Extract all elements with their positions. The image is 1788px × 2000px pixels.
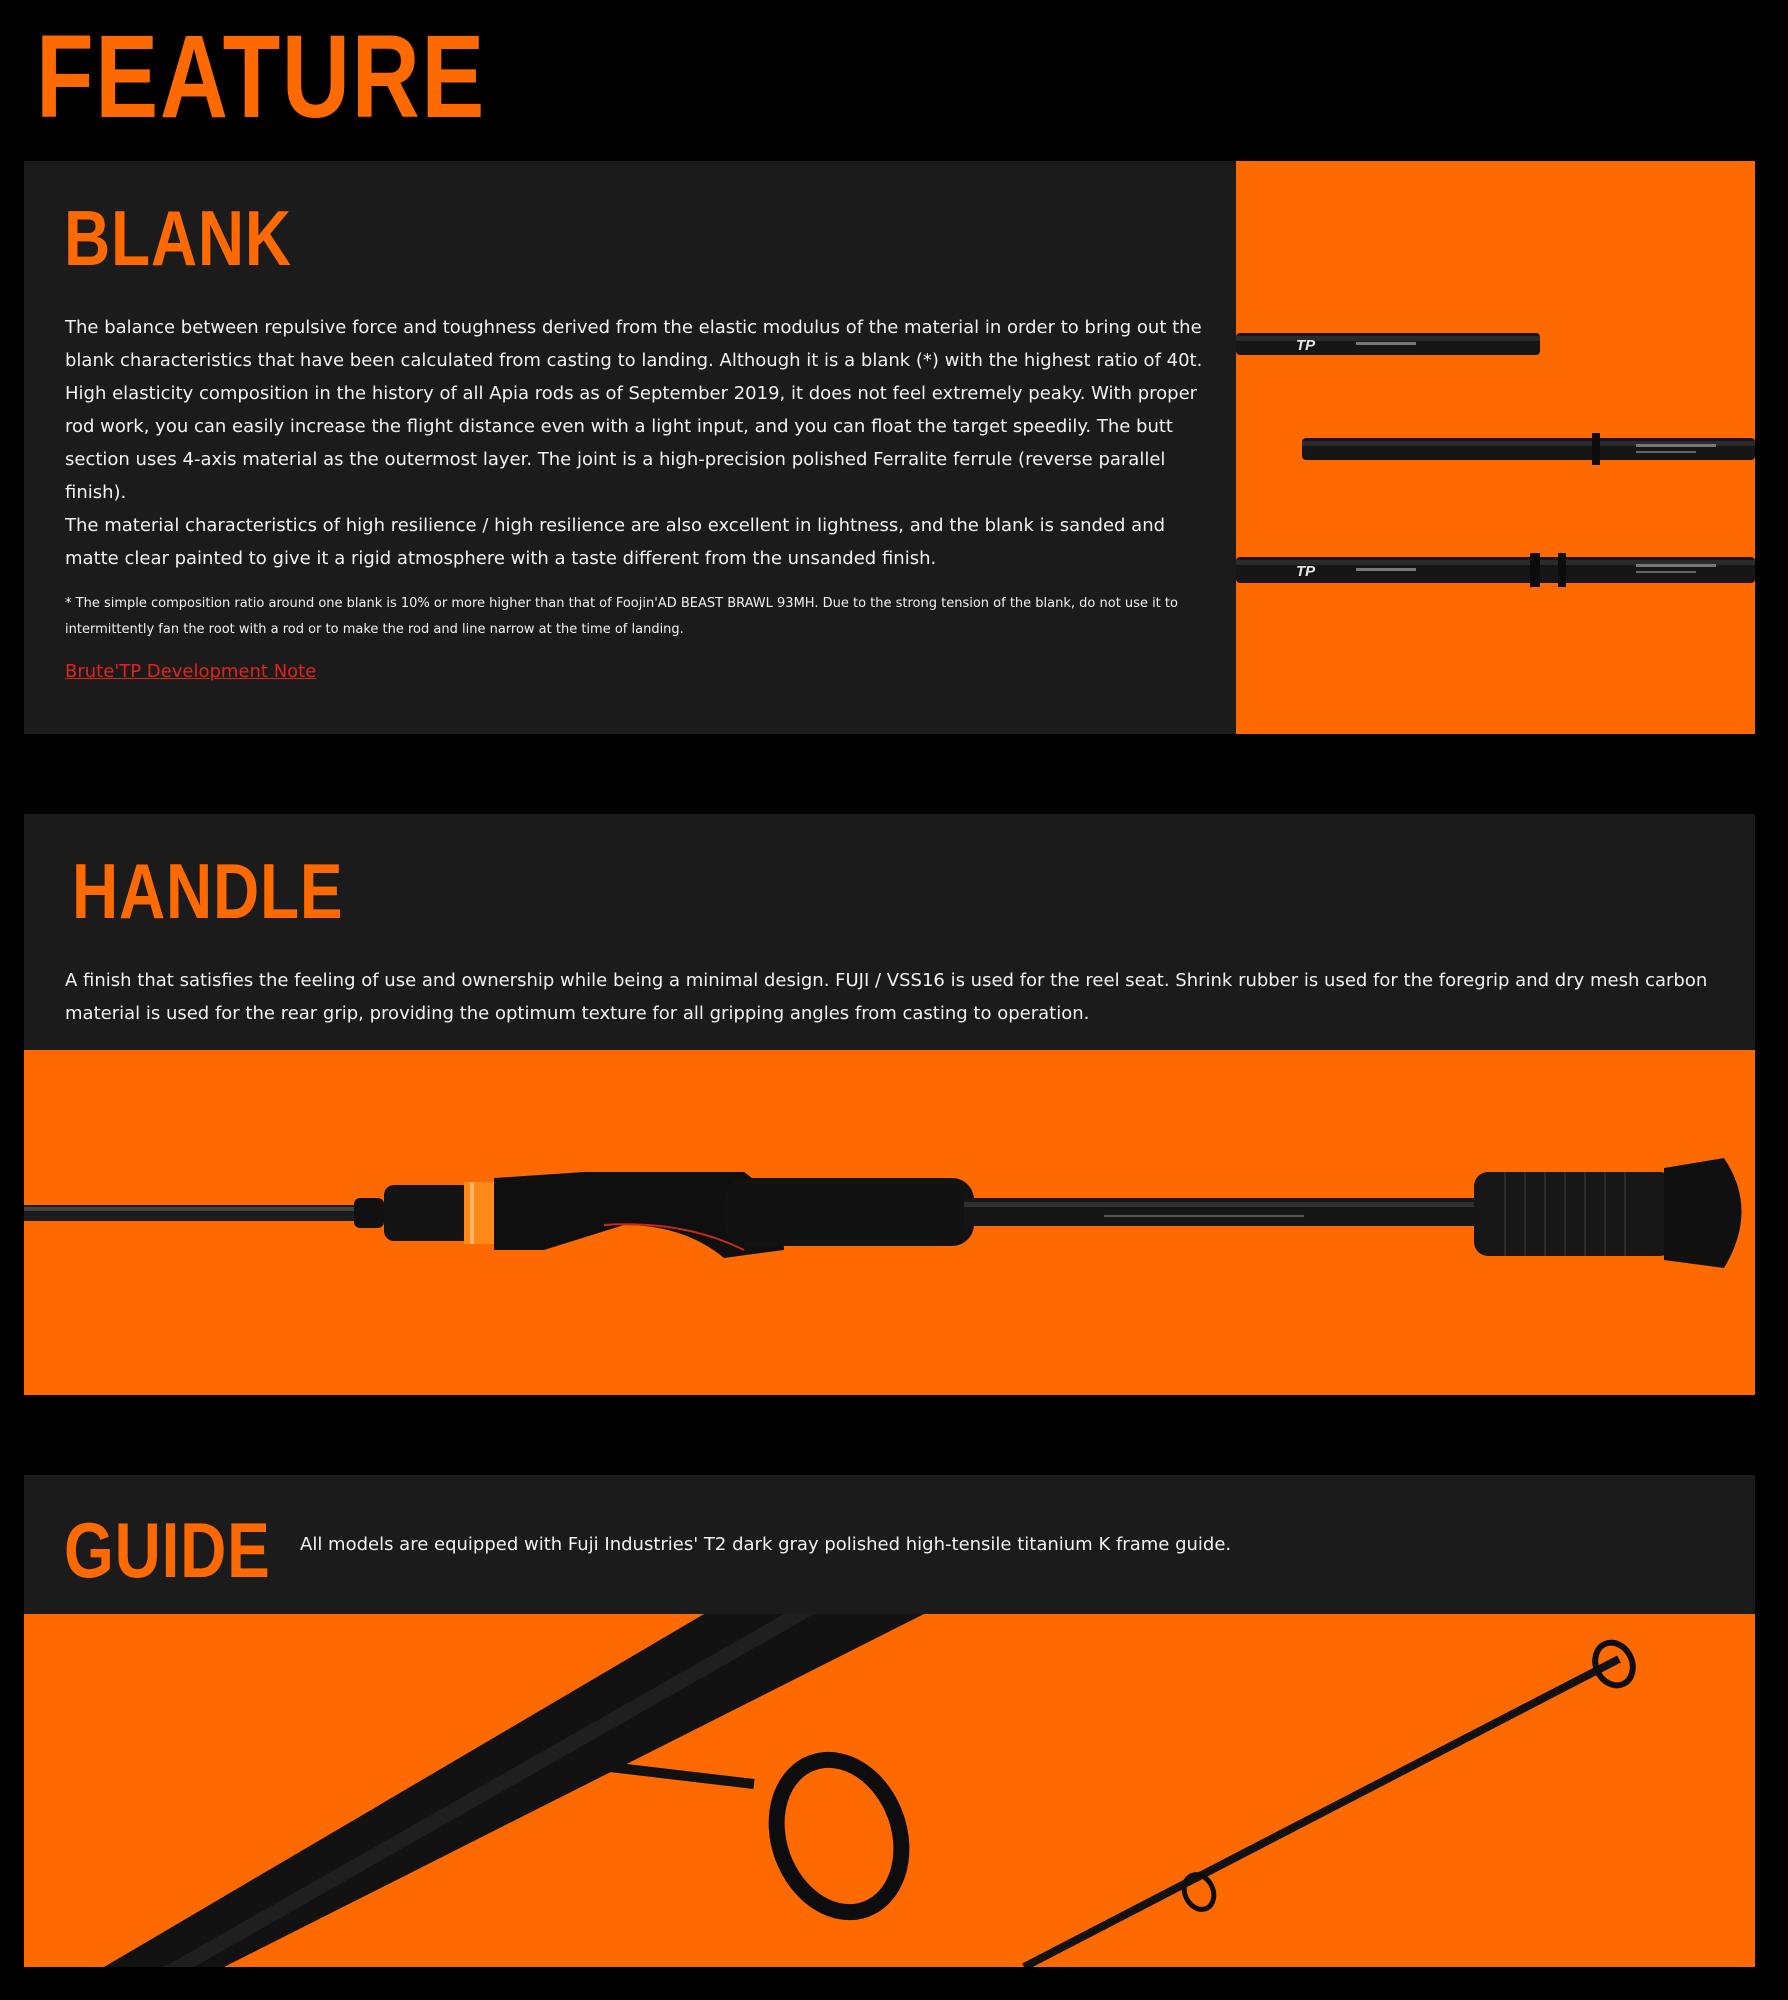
blank-title: BLANK xyxy=(64,194,292,282)
rod-handle-photo xyxy=(24,1050,1755,1395)
guide-text-panel xyxy=(24,1475,1755,1614)
rod-sections-photo xyxy=(1236,161,1755,734)
tp-logo-2: TP xyxy=(1296,563,1316,580)
handle-paragraph: A finish that satisfies the feeling of use and ownership while being a minimal design. FUJI / VSS16 is used for the reel seat. Shrink rubber is used for the foregrip and dry mesh carbon material is used for the rear grip, providing the optimum texture for all gripping angles from casting to operation. xyxy=(65,970,1708,1024)
handle-title: HANDLE xyxy=(72,847,344,935)
development-note-link[interactable]: Brute'TP Development Note xyxy=(65,661,317,682)
rod-guides-photo xyxy=(24,1614,1755,1967)
blank-body xyxy=(65,311,1205,682)
blank-paragraph-1: The balance between repulsive force and toughness derived from the elastic modulus of the material in order to bring out the blank characteristics that have been calculated from casting to landing. Although it is a blank (*) with the highest ratio of 40t. High elasticity composition in the history of all Apia rods as of September 2019, it does not feel extremely peaky. With proper rod work, you can easily increase the flight distance even with a light input, and you can float the target speedily. The butt section uses 4-axis material as the outermost layer. The joint is a high-precision polished Ferralite ferrule (reverse parallel finish). xyxy=(65,317,1203,503)
blank-paragraph-2: The material characteristics of high resilience / high resilience are also excellent in lightness, and the blank is sanded and matte clear painted to give it a rigid atmosphere with a taste different from the unsanded finish. xyxy=(65,515,1166,569)
guide-image xyxy=(24,1614,1755,1967)
handle-text-panel xyxy=(24,814,1755,1050)
guide-paragraph: All models are equipped with Fuji Industries' T2 dark gray polished high-tensile titanium K frame guide. xyxy=(300,1534,1232,1555)
handle-image xyxy=(24,1050,1755,1395)
blank-footnote: * The simple composition ratio around one blank is 10% or more higher than that of Foojin'AD BEAST BRAWL 93MH. Due to the strong tension of the blank, do not use it to intermittently fan the root with a rod or to make the rod and line narrow at the time of landing. xyxy=(65,596,1178,637)
page-title: FEATURE xyxy=(36,11,486,143)
tp-logo-1: TP xyxy=(1296,337,1316,354)
guide-title: GUIDE xyxy=(64,1506,271,1594)
blank-image xyxy=(1236,161,1755,734)
blank-text-panel xyxy=(24,161,1236,734)
